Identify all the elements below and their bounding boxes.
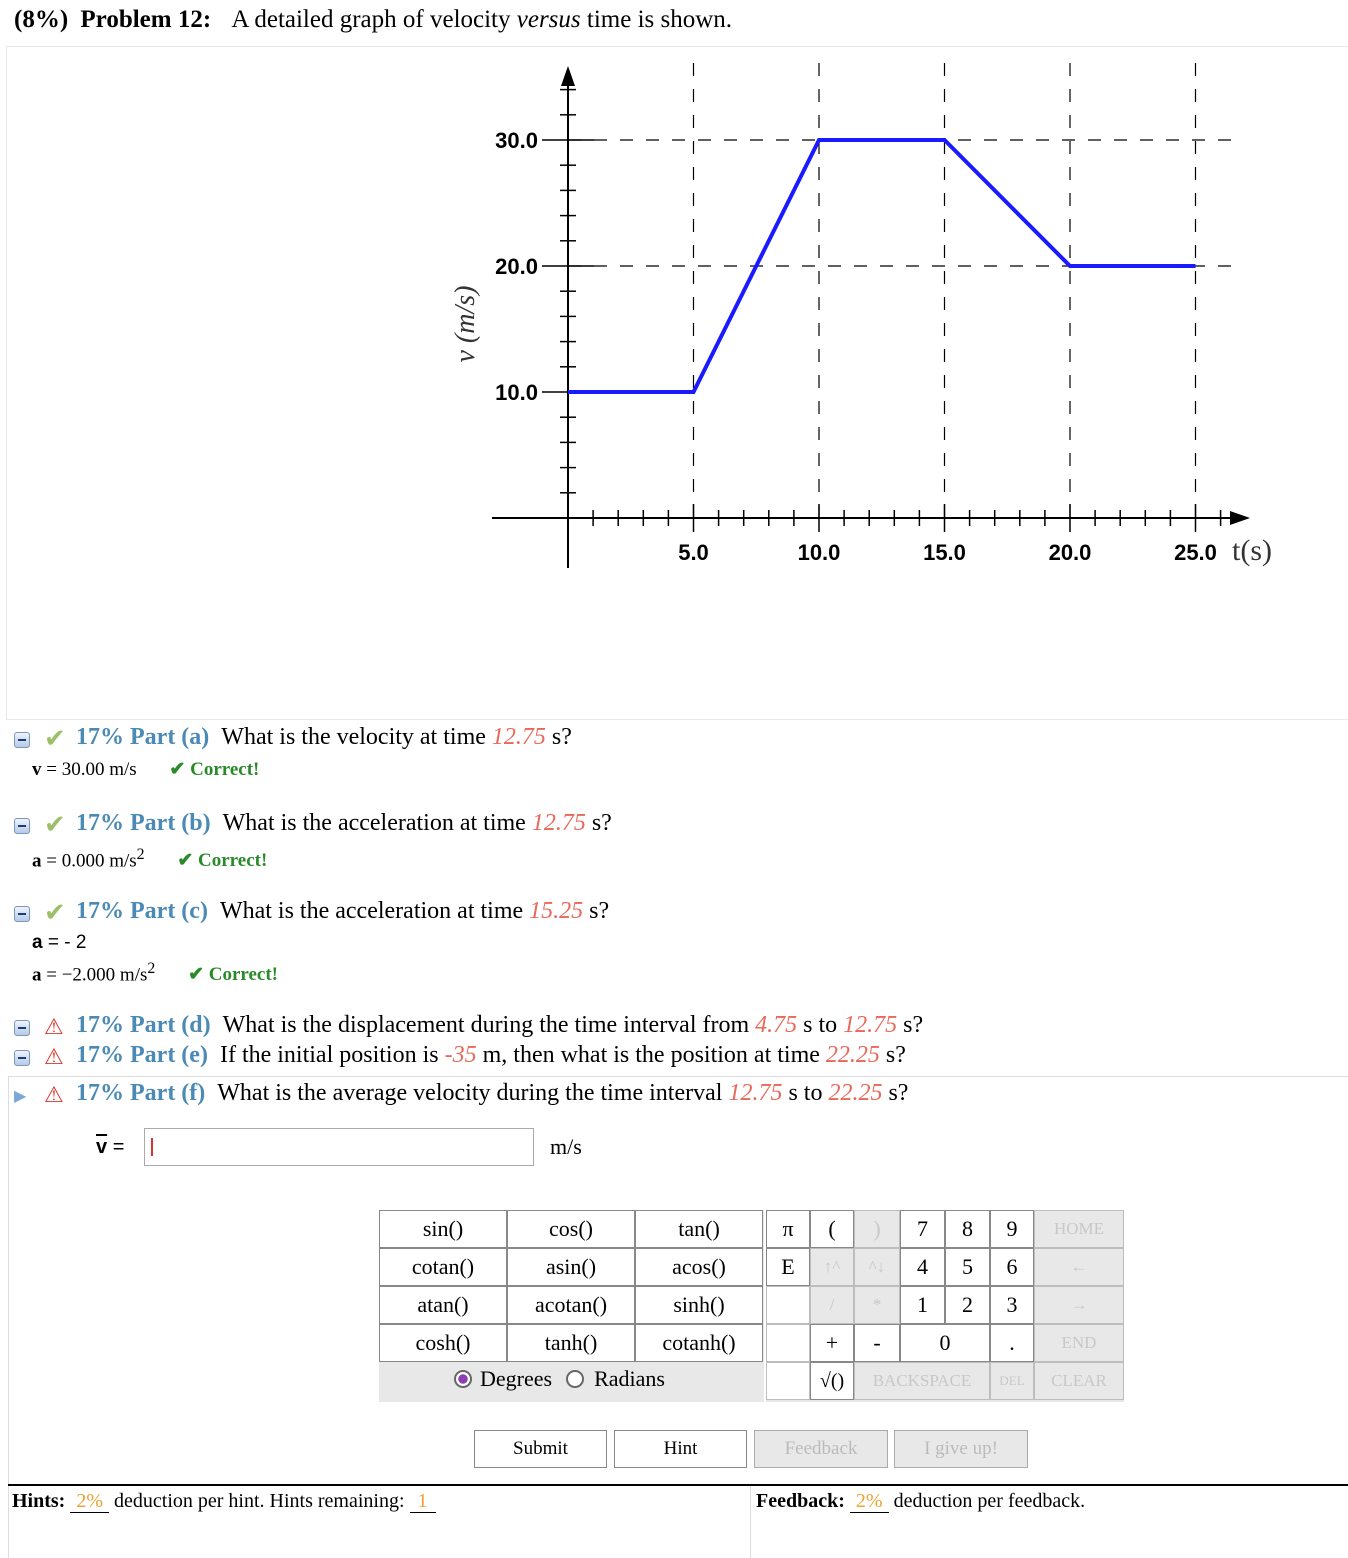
function-key-tan[interactable]: tan() xyxy=(635,1210,763,1248)
warning-icon: ⚠ xyxy=(44,1044,64,1069)
function-key-cotan[interactable]: cotan() xyxy=(379,1248,507,1286)
y-axis-label: v (m/s) xyxy=(450,285,481,363)
x-tick-label: 10.0 xyxy=(797,540,841,565)
part-a-question: 17% Part (a) What is the velocity at time 12.75 s? xyxy=(76,724,572,750)
footer-left-border xyxy=(8,1486,9,1558)
tick-labels xyxy=(495,128,1217,565)
part-c-answer: a = −2.000 $m/s^2$ ✔ Correct! xyxy=(32,960,278,986)
footer-divider xyxy=(8,1484,1348,1486)
text-cursor xyxy=(151,1138,153,1156)
function-key-cos[interactable]: cos() xyxy=(507,1210,635,1248)
collapse-toggle-b[interactable] xyxy=(14,818,30,834)
part-b-answer: a = 0.000 $m/s^2$ ✔ Correct! xyxy=(32,846,268,872)
submit-button[interactable]: Submit xyxy=(474,1430,607,1468)
digit-key-0[interactable]: 0 xyxy=(900,1324,990,1362)
blank-key xyxy=(766,1362,810,1400)
velocity-time-graph xyxy=(0,0,1348,720)
unit-label: m/s xyxy=(550,1134,582,1159)
problem-statement: A detailed graph of velocity versus time is shown. xyxy=(231,6,733,33)
digit-key-2[interactable]: 2 xyxy=(945,1286,990,1324)
minus-key[interactable]: - xyxy=(854,1324,900,1362)
problem-label: Problem 12: xyxy=(80,6,212,33)
function-key-atan[interactable]: atan() xyxy=(379,1286,507,1324)
lparen-key[interactable]: ( xyxy=(810,1210,854,1248)
correct-badge: ✔ Correct! xyxy=(177,850,268,872)
warning-icon: ⚠ xyxy=(44,1082,64,1107)
hints-info: Hints: 2% deduction per hint. Hints remaining: 1 xyxy=(12,1490,436,1513)
digit-key-4[interactable]: 4 xyxy=(900,1248,945,1286)
x-tick-label: 15.0 xyxy=(923,540,966,565)
collapse-toggle-a[interactable] xyxy=(14,732,30,748)
end-key[interactable]: END xyxy=(1034,1324,1124,1362)
y-tick-label: 20.0 xyxy=(495,254,538,279)
digit-key-9[interactable]: 9 xyxy=(990,1210,1034,1248)
answer-input[interactable] xyxy=(144,1128,534,1166)
right-arrow-key[interactable]: → xyxy=(1034,1286,1124,1324)
problem-percent: (8%) xyxy=(14,6,69,33)
check-icon: ✔ xyxy=(44,898,66,927)
y-axis-arrow xyxy=(561,66,575,86)
x-axis-label: t(s) xyxy=(1232,534,1272,567)
function-key-acotan[interactable]: acotan() xyxy=(507,1286,635,1324)
function-key-asin[interactable]: asin() xyxy=(507,1248,635,1286)
divide-key[interactable]: / xyxy=(810,1286,854,1324)
part-c-entry: a = - 2 xyxy=(32,932,87,953)
check-icon: ✔ xyxy=(44,810,66,839)
degrees-radio[interactable] xyxy=(454,1370,472,1388)
e-key[interactable]: E xyxy=(766,1248,810,1286)
sqrt-key[interactable]: √() xyxy=(810,1362,854,1400)
part-e-question: 17% Part (e) If the initial position is -35 m, then what is the position at time 22.25 s? xyxy=(76,1042,906,1068)
expand-toggle-e[interactable] xyxy=(14,1050,30,1066)
angle-mode xyxy=(454,1366,665,1392)
multiply-key[interactable]: * xyxy=(854,1286,900,1324)
function-key-cotanh[interactable]: cotanh() xyxy=(635,1324,763,1362)
plus-key[interactable]: + xyxy=(810,1324,854,1362)
part-b-question: 17% Part (b) What is the acceleration at time 12.75 s? xyxy=(76,810,612,836)
part-a-answer: v = 30.00 m/s ✔ Correct! xyxy=(32,759,260,780)
correct-badge: ✔ Correct! xyxy=(188,964,278,986)
digit-key-5[interactable]: 5 xyxy=(945,1248,990,1286)
part-c-question: 17% Part (c) What is the acceleration at time 15.25 s? xyxy=(76,898,610,924)
down-key[interactable]: ^↓ xyxy=(854,1248,900,1286)
y-tick-label: 30.0 xyxy=(495,128,538,153)
give-up-button[interactable]: I give up! xyxy=(894,1430,1028,1468)
hints-remaining: 1 xyxy=(410,1490,436,1513)
del-key[interactable]: DEL xyxy=(990,1362,1034,1400)
part-d-question: 17% Part (d) What is the displacement during the time interval from 4.75 s to 12.75 s? xyxy=(76,1012,924,1038)
pi-key[interactable]: π xyxy=(766,1210,810,1248)
function-key-sin[interactable]: sin() xyxy=(379,1210,507,1248)
function-key-sinh[interactable]: sinh() xyxy=(635,1286,763,1324)
hint-button[interactable]: Hint xyxy=(614,1430,747,1468)
blank-key xyxy=(766,1286,810,1324)
up-key[interactable]: ↑^ xyxy=(810,1248,854,1286)
function-key-cosh[interactable]: cosh() xyxy=(379,1324,507,1362)
clear-key[interactable]: CLEAR xyxy=(1034,1362,1124,1400)
digit-key-6[interactable]: 6 xyxy=(990,1248,1034,1286)
check-icon: ✔ xyxy=(44,724,66,753)
graph-grid xyxy=(568,62,1240,518)
rparen-key[interactable]: ) xyxy=(854,1210,900,1248)
part-f-question: 17% Part (f) What is the average velocity during the time interval 12.75 s to 22.25 s? xyxy=(76,1080,909,1106)
home-key[interactable]: HOME xyxy=(1034,1210,1124,1248)
radians-label: Radians xyxy=(594,1366,665,1391)
function-key-tanh[interactable]: tanh() xyxy=(507,1324,635,1362)
digit-key-8[interactable]: 8 xyxy=(945,1210,990,1248)
backspace-key[interactable]: BACKSPACE xyxy=(854,1362,990,1400)
left-arrow-key[interactable]: ← xyxy=(1034,1248,1124,1286)
digit-key-1[interactable]: 1 xyxy=(900,1286,945,1324)
degrees-label: Degrees xyxy=(480,1366,553,1391)
digit-key-3[interactable]: 3 xyxy=(990,1286,1034,1324)
x-tick-label: 20.0 xyxy=(1048,540,1092,565)
digit-key-7[interactable]: 7 xyxy=(900,1210,945,1248)
correct-badge: ✔ Correct! xyxy=(169,759,260,780)
graph-axes xyxy=(492,80,1236,568)
expand-toggle-d[interactable] xyxy=(14,1020,30,1036)
radians-radio[interactable] xyxy=(566,1370,584,1388)
feedback-button[interactable]: Feedback xyxy=(754,1430,888,1468)
answer-variable-label: $\overline{v}$ = xyxy=(96,1136,125,1158)
blank-key xyxy=(766,1324,810,1362)
footer-col-divider xyxy=(750,1486,751,1558)
collapse-toggle-c[interactable] xyxy=(14,906,30,922)
function-key-acos[interactable]: acos() xyxy=(635,1248,763,1286)
y-tick-label: 10.0 xyxy=(495,380,538,405)
x-axis-arrow xyxy=(1230,511,1250,525)
x-tick-label: 25.0 xyxy=(1174,540,1217,565)
feedback-info: Feedback: 2% deduction per feedback. xyxy=(756,1490,1086,1512)
x-tick-label: 5.0 xyxy=(678,540,709,565)
play-icon[interactable]: ▶ xyxy=(14,1088,27,1105)
decimal-key[interactable]: . xyxy=(990,1324,1034,1362)
minor-ticks xyxy=(542,90,1221,532)
warning-icon: ⚠ xyxy=(44,1014,64,1039)
